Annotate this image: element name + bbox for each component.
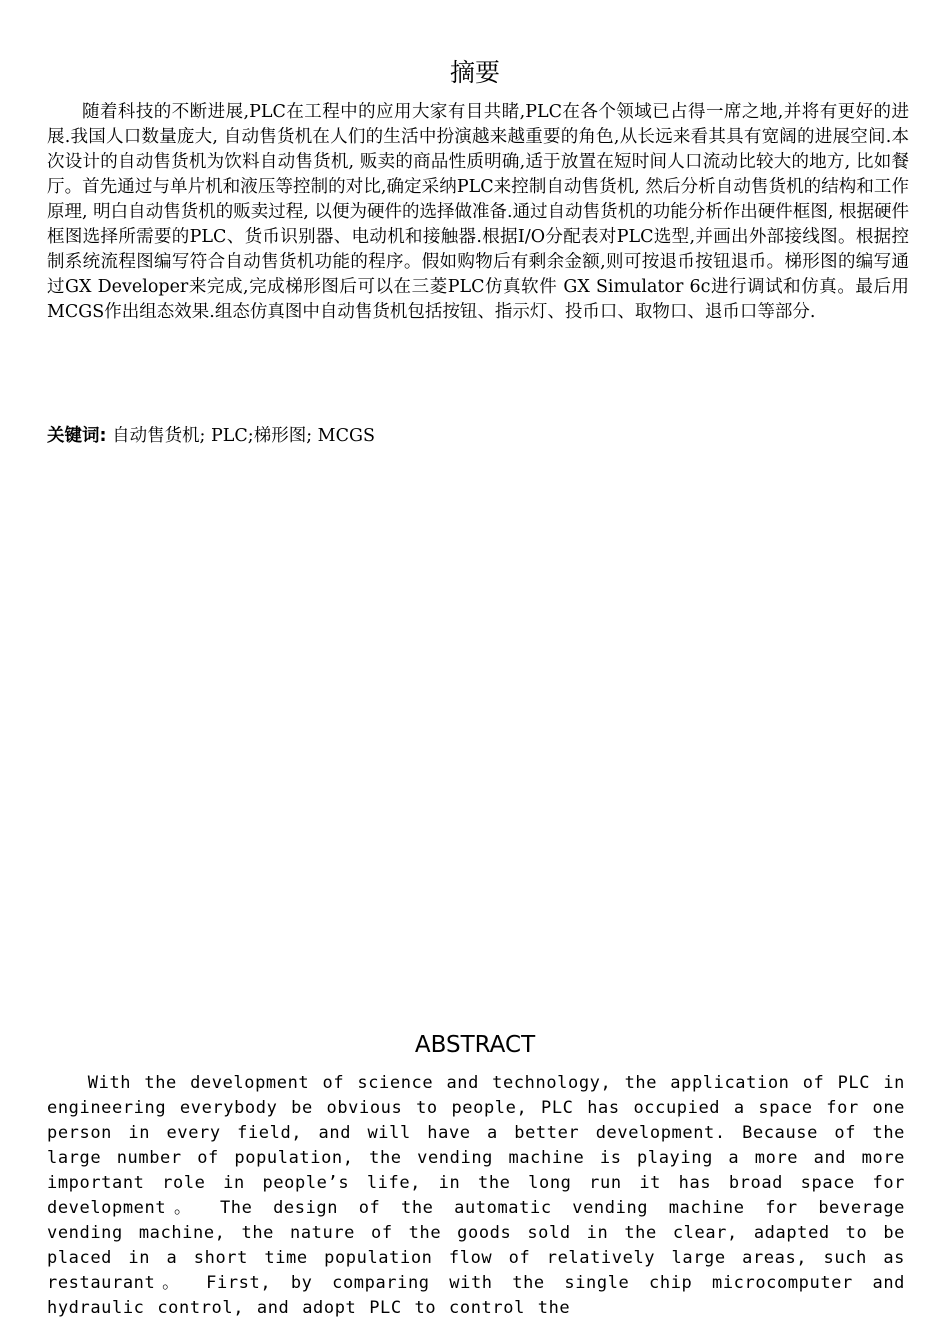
chinese-abstract-title: 摘要 — [449, 58, 500, 87]
keywords-value: 自动售货机; PLC;梯形图; MCGS — [106, 426, 375, 446]
english-abstract-body: With the development of science and technology, the application of PLC in engineering everybody be obvious to people, PLC has occupied a space for one person in every field, and will have a better development. Because of the large number of population, the vending machine is playing a more and more important role in people’s life, in the long run it has broad space for development。 The design of the automatic vending machine for beverage vending machine, the nature of the goods sold in the clear, adapted to be placed in a short time population flow of relatively large areas, such as restaurant。 First, by comparing with the single chip microcomputer and hydraulic control, and adopt PLC to control the — [47, 1073, 905, 1318]
keywords-label: 关键词: — [47, 426, 107, 446]
keywords-line — [47, 424, 909, 449]
english-abstract-title: ABSTRACT — [414, 1032, 536, 1058]
chinese-abstract-body: 随着科技的不断进展,PLC在工程中的应用大家有目共睹,PLC在各个领域已占得一席之地,并将有更好的进展.我国人口数量庞大, 自动售货机在人们的生活中扮演越来越重要的角色,从长远来看其具有宽阔的进展空间.本次设计的自动售货机为饮料自动售货机, 贩卖的商品性质明确,适于放置在短时间人口流动比较大的地方, 比如餐厅。首先通过与单片机和液压等控制的对比,确定采纳PLC来控制自动售货机, 然后分析自动售货机的结构和工作原理, 明白自动售货机的贩卖过程, 以便为硬件的选择做准备.通过自动售货机的功能分析作出硬件框图, 根据硬件框图选择所需要的PLC、货币识别器、电动机和接触器.根据I/O分配表对PLC选型,并画出外部接线图。根据控制系统流程图编写符合自动售货机功能的程序。假如购物后有剩余金额,则可按退币按钮退币。梯形图的编写通过GX Developer来完成,完成梯形图后可以在三菱PLC仿真软件 GX Simulator 6c进行调试和仿真。最后用MCGS作出组态效果.组态仿真图中自动售货机包括按钮、指示灯、投币口、取物口、退币口等部分. — [47, 102, 909, 322]
